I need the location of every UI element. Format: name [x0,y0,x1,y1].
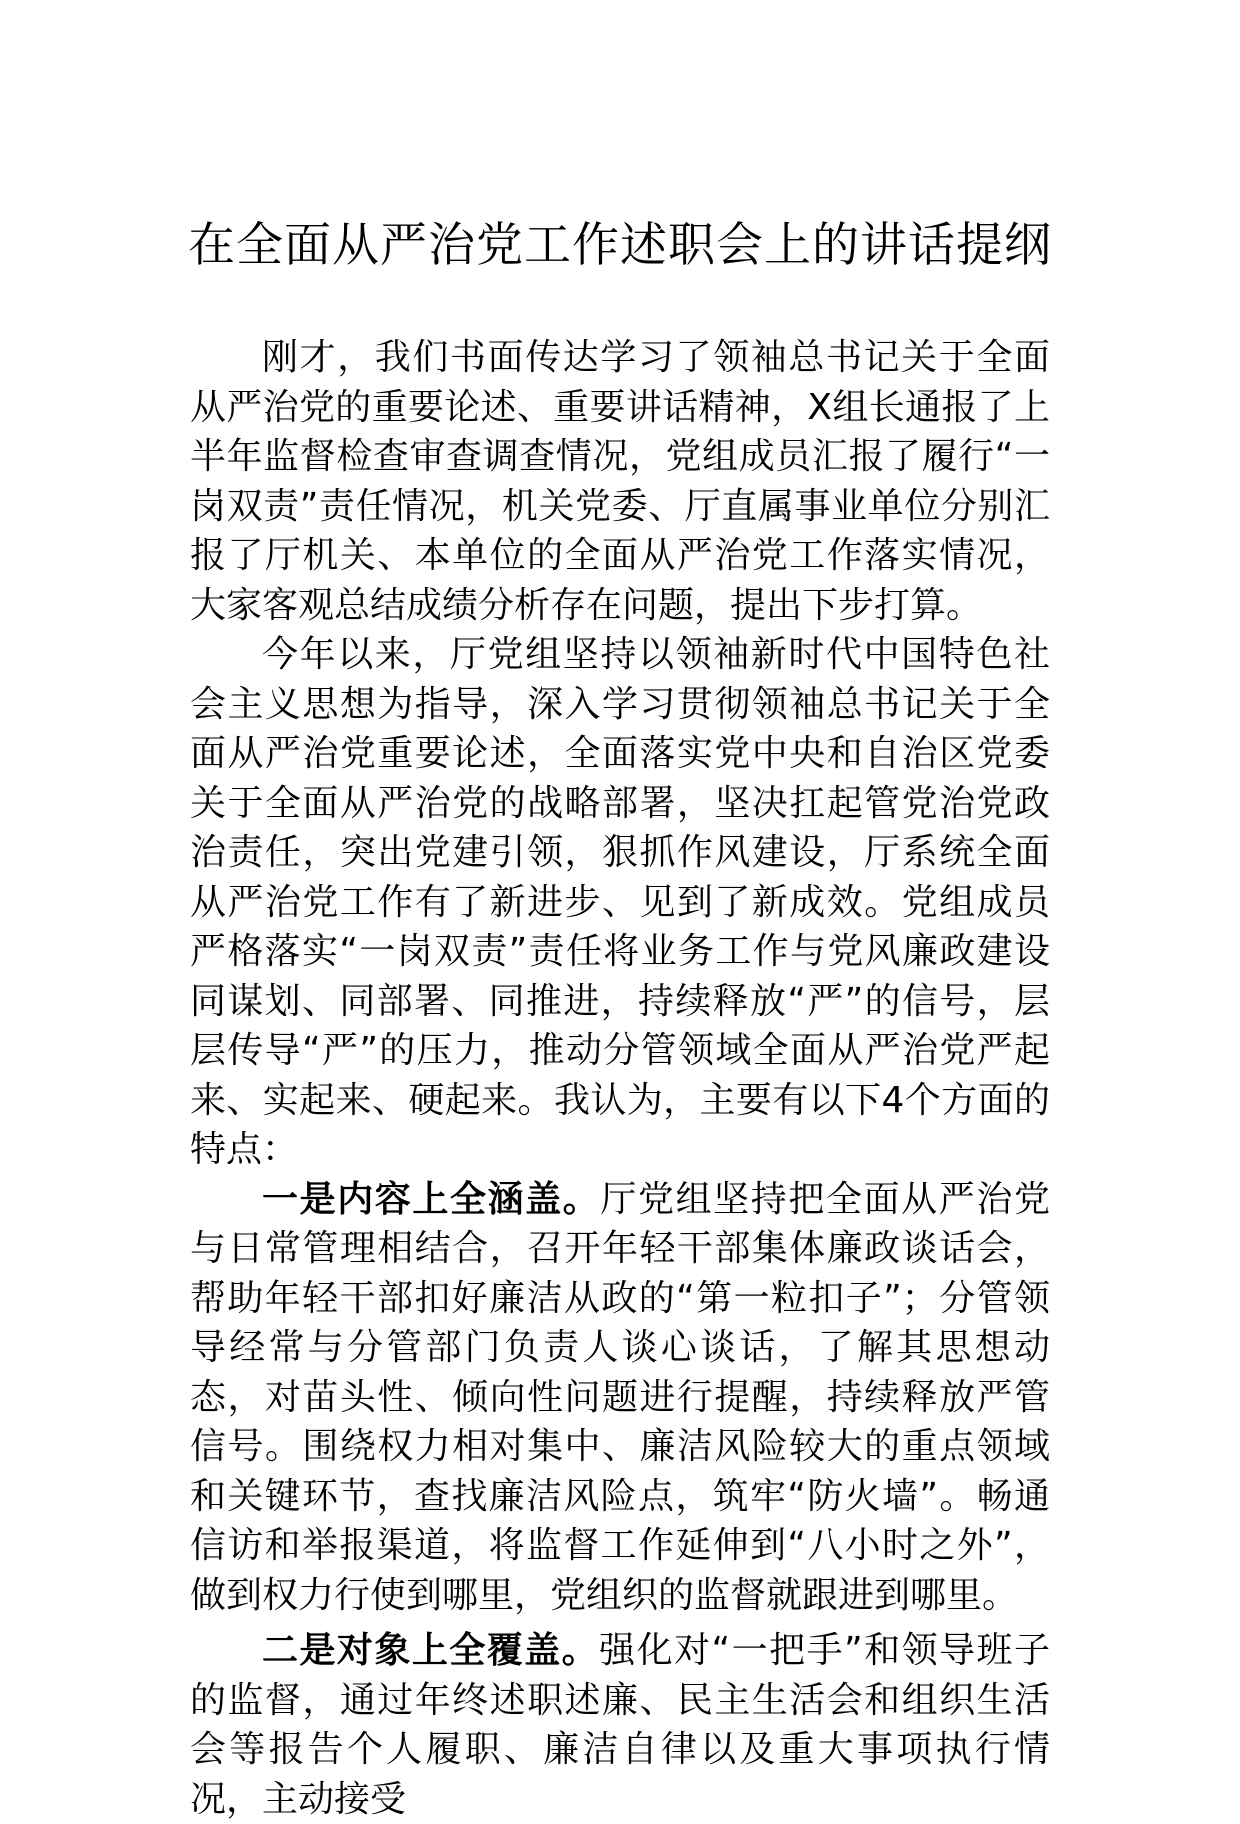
paragraph-point-one [190,1175,1050,1621]
paragraph-lead-heading: 一是内容上全涵盖。 [262,1178,601,1220]
paragraph-overview [190,630,1050,1175]
paragraph-text: 强化对“一把手”和领导班子的监督，通过年终述职述廉、民主生活会和组织生活会等报告个人履职、廉洁自律以及重大事项执行情况，主动接受 [190,1630,1050,1820]
paragraph-text: 今年以来，厅党组坚持以领袖新时代中国特色社会主义思想为指导，深入学习贯彻领袖总书记关于全面从严治党重要论述，全面落实党中央和自治区党委关于全面从严治党的战略部署，坚决扛起管党治党政治责任，突出党建引领，狠抓作风建设，厅系统全面从严治党工作有了新进步、见到了新成效。党组成员严格落实“一岗双责”责任将业务工作与党风廉政建设同谋划、同部署、同推进，持续释放“严”的信号，层层传导“严”的压力，推动分管领域全面从严治党严起来、实起来、硬起来。我认为，主要有以下4个方面的特点： [190,634,1050,1170]
paragraph-lead-heading: 二是对象上全覆盖。 [262,1630,600,1671]
paragraph-text: 厅党组坚持把全面从严治党与日常管理相结合，召开年轻干部集体廉政谈话会，帮助年轻干部扣好廉洁从政的“第一粒扣子”；分管领导经常与分管部门负责人谈心谈话，了解其思想动态，对苗头性、倾向性问题进行提醒，持续释放严管信号。围绕权力相对集中、廉洁风险较大的重点领域和关键环节，查找廉洁风险点，筑牢“防火墙”。畅通信访和举报渠道，将监督工作延伸到“八小时之外”，做到权力行使到哪里，党组织的监督就跟进到哪里。 [190,1178,1050,1616]
paragraph-point-two [190,1626,1050,1824]
document-body [190,333,1050,1824]
paragraph-text: 刚才，我们书面传达学习了领袖总书记关于全面从严治党的重要论述、重要讲话精神，X组长通报了上半年监督检查审查调查情况，党组成员汇报了履行“一岗双责”责任情况，机关党委、厅直属事业单位分别汇报了厅机关、本单位的全面从严治党工作落实情况，大家客观总结成绩分析存在问题，提出下步打算。 [190,337,1050,626]
document-title: 在全面从严治党工作述职会上的讲话提纲 [188,218,1052,273]
paragraph-opening [190,333,1050,630]
